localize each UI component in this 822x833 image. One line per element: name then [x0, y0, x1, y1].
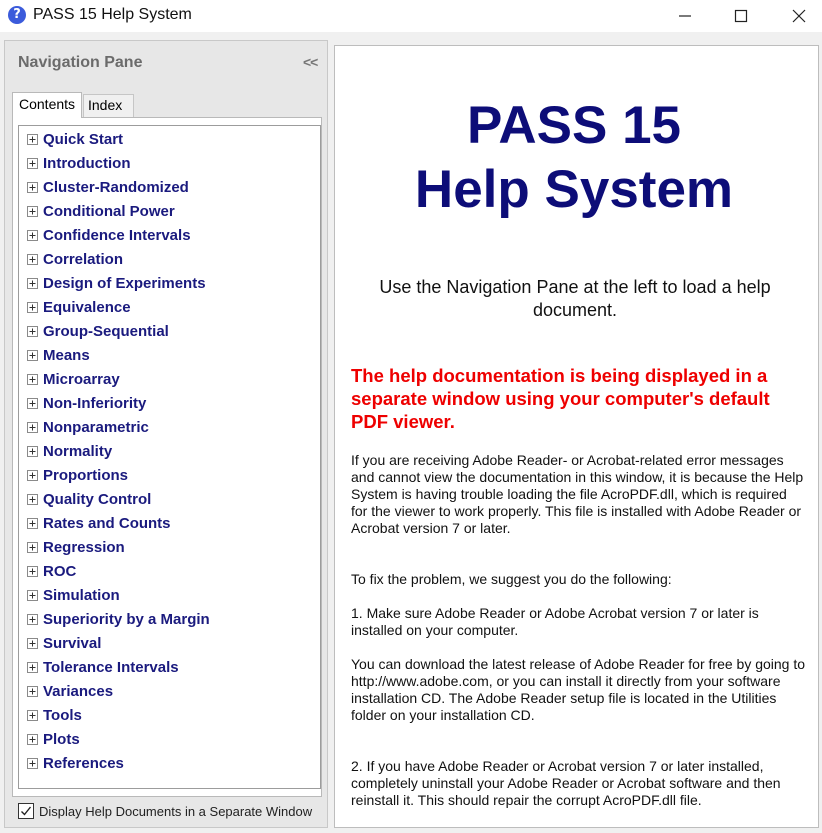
- tree-item[interactable]: [27, 250, 317, 270]
- navigation-pane-title: Navigation Pane: [18, 54, 143, 71]
- tree-item[interactable]: [27, 178, 317, 198]
- close-button[interactable]: [776, 0, 822, 32]
- help-paragraph-fix-intro: To fix the problem, we suggest you do the following:: [351, 571, 672, 587]
- tree-item-label[interactable]: References: [43, 755, 124, 772]
- tree-item[interactable]: [27, 682, 317, 702]
- tree-item[interactable]: [27, 466, 317, 486]
- expand-plus-icon[interactable]: [27, 398, 38, 409]
- tree-item-label[interactable]: Plots: [43, 731, 80, 748]
- close-icon: [792, 9, 806, 23]
- expand-plus-icon[interactable]: [27, 254, 38, 265]
- tree-item[interactable]: [27, 130, 317, 150]
- tree-item[interactable]: [27, 394, 317, 414]
- help-warning: The help documentation is being displayed in a separate window using your computer's default PDF viewer.: [351, 365, 770, 432]
- checkmark-icon: [19, 804, 33, 818]
- tree-item[interactable]: [27, 298, 317, 318]
- expand-plus-icon[interactable]: [27, 302, 38, 313]
- expand-plus-icon[interactable]: [27, 710, 38, 721]
- tree-item-label[interactable]: Cluster-Randomized: [43, 179, 189, 196]
- tree-item[interactable]: [27, 154, 317, 174]
- tree-item-label[interactable]: Survival: [43, 635, 102, 652]
- tree-item-label[interactable]: Superiority by a Margin: [43, 611, 210, 628]
- tree-item[interactable]: [27, 226, 317, 246]
- expand-plus-icon[interactable]: [27, 518, 38, 529]
- contents-panel: [12, 117, 322, 797]
- expand-plus-icon[interactable]: [27, 662, 38, 673]
- tree-item[interactable]: [27, 634, 317, 654]
- expand-plus-icon[interactable]: [27, 422, 38, 433]
- help-paragraph-step2: 2. If you have Adobe Reader or Acrobat version 7 or later installed, completely uninstall your Adobe Reader or Acrobat software and then reinstall it. This should repair the corrupt AcroPDF.dll file.: [351, 758, 781, 808]
- help-paragraph-error: If you are receiving Adobe Reader- or Acrobat-related error messages and cannot view the documentation in this window, it is because the Help System is having trouble loading the file AcroPDF.dll, which is required for the viewer to work properly. This file is installed with Adobe Reader or Acrobat version 7 or later.: [351, 452, 804, 536]
- tree-item-label[interactable]: Quality Control: [43, 491, 152, 508]
- tree-item-label[interactable]: Tolerance Intervals: [43, 659, 179, 676]
- maximize-icon: [734, 9, 748, 23]
- tree-item-label[interactable]: Simulation: [43, 587, 120, 604]
- tree-item-label[interactable]: Rates and Counts: [43, 515, 171, 532]
- expand-plus-icon[interactable]: [27, 326, 38, 337]
- separate-window-option[interactable]: [18, 803, 323, 821]
- tree-item[interactable]: [27, 202, 317, 222]
- tree-item-label[interactable]: Regression: [43, 539, 125, 556]
- tree-item[interactable]: [27, 586, 317, 606]
- tree-item-label[interactable]: Group-Sequential: [43, 323, 169, 340]
- expand-plus-icon[interactable]: [27, 470, 38, 481]
- help-subtitle: Use the Navigation Pane at the left to load a help document.: [379, 277, 771, 320]
- expand-plus-icon[interactable]: [27, 590, 38, 601]
- tree-item[interactable]: [27, 370, 317, 390]
- tree-item-label[interactable]: Normality: [43, 443, 113, 460]
- maximize-button[interactable]: [718, 0, 764, 32]
- navigation-pane: [4, 40, 328, 828]
- expand-plus-icon[interactable]: [27, 134, 38, 145]
- tree-item-label[interactable]: Design of Experiments: [43, 275, 206, 292]
- window-title: PASS 15 Help System: [33, 6, 192, 23]
- help-heading: [335, 94, 813, 222]
- tree-item-label[interactable]: Conditional Power: [43, 203, 175, 220]
- tree-item[interactable]: [27, 514, 317, 534]
- help-paragraph-step1: 1. Make sure Adobe Reader or Adobe Acrobat version 7 or later is installed on your computer.: [351, 605, 759, 638]
- tree-item[interactable]: [27, 322, 317, 342]
- help-question-icon: ?: [8, 6, 26, 24]
- tree-item-label[interactable]: ROC: [43, 563, 77, 580]
- tree-item-label[interactable]: Quick Start: [43, 131, 124, 148]
- expand-plus-icon[interactable]: [27, 350, 38, 361]
- expand-plus-icon[interactable]: [27, 182, 38, 193]
- tree-item-label[interactable]: Introduction: [43, 155, 131, 172]
- tree-item[interactable]: [27, 490, 317, 510]
- tree-item-label[interactable]: Tools: [43, 707, 82, 724]
- tree-item-label[interactable]: Microarray: [43, 371, 120, 388]
- tree-item-label[interactable]: Means: [43, 347, 90, 364]
- expand-plus-icon[interactable]: [27, 686, 38, 697]
- tab-contents[interactable]: Contents: [12, 92, 82, 118]
- separate-window-checkbox[interactable]: [18, 803, 34, 819]
- tree-item-label[interactable]: Variances: [43, 683, 114, 700]
- expand-plus-icon[interactable]: [27, 614, 38, 625]
- tree-item-label[interactable]: Confidence Intervals: [43, 227, 191, 244]
- tree-item[interactable]: [27, 274, 317, 294]
- expand-plus-icon[interactable]: [27, 158, 38, 169]
- help-paragraph-download: You can download the latest release of Adobe Reader for free by going to http://www.adobe.com, or you can install it directly from your software installation CD. The Adobe Reader setup file is located in the Utilities folder on your installation CD.: [351, 656, 806, 723]
- expand-plus-icon[interactable]: [27, 566, 38, 577]
- title-bar: [0, 0, 822, 32]
- expand-plus-icon[interactable]: [27, 542, 38, 553]
- expand-plus-icon[interactable]: [27, 206, 38, 217]
- tree-item-label[interactable]: Proportions: [43, 467, 128, 484]
- tree-item[interactable]: [27, 610, 317, 630]
- tree-item[interactable]: [27, 538, 317, 558]
- expand-plus-icon[interactable]: [27, 758, 38, 769]
- tree-item[interactable]: [27, 730, 317, 750]
- help-heading-line1: PASS 15: [466, 96, 682, 155]
- help-heading-line2: Help System: [414, 160, 734, 219]
- tree-item[interactable]: [27, 562, 317, 582]
- minimize-icon: [678, 9, 692, 23]
- collapse-pane-button[interactable]: <<: [303, 54, 318, 70]
- expand-plus-icon[interactable]: [27, 734, 38, 745]
- tree-item[interactable]: [27, 442, 317, 462]
- minimize-button[interactable]: [662, 0, 708, 32]
- expand-plus-icon[interactable]: [27, 278, 38, 289]
- tree-item[interactable]: [27, 346, 317, 366]
- tree-item[interactable]: [27, 754, 317, 774]
- expand-plus-icon[interactable]: [27, 374, 38, 385]
- tree-item[interactable]: [27, 658, 317, 678]
- tree-item[interactable]: [27, 418, 317, 438]
- expand-plus-icon[interactable]: [27, 494, 38, 505]
- tab-index[interactable]: Index: [83, 94, 134, 117]
- expand-plus-icon[interactable]: [27, 638, 38, 649]
- tree-item[interactable]: [27, 706, 317, 726]
- expand-plus-icon[interactable]: [27, 446, 38, 457]
- tree-item-label[interactable]: Correlation: [43, 251, 124, 268]
- help-content-pane: [334, 45, 819, 828]
- contents-tree[interactable]: [18, 125, 321, 789]
- separate-window-label: Display Help Documents in a Separate Window: [39, 804, 313, 819]
- tree-item-label[interactable]: Non-Inferiority: [43, 395, 147, 412]
- tree-item-label[interactable]: Nonparametric: [43, 419, 149, 436]
- expand-plus-icon[interactable]: [27, 230, 38, 241]
- tree-item-label[interactable]: Equivalence: [43, 299, 131, 316]
